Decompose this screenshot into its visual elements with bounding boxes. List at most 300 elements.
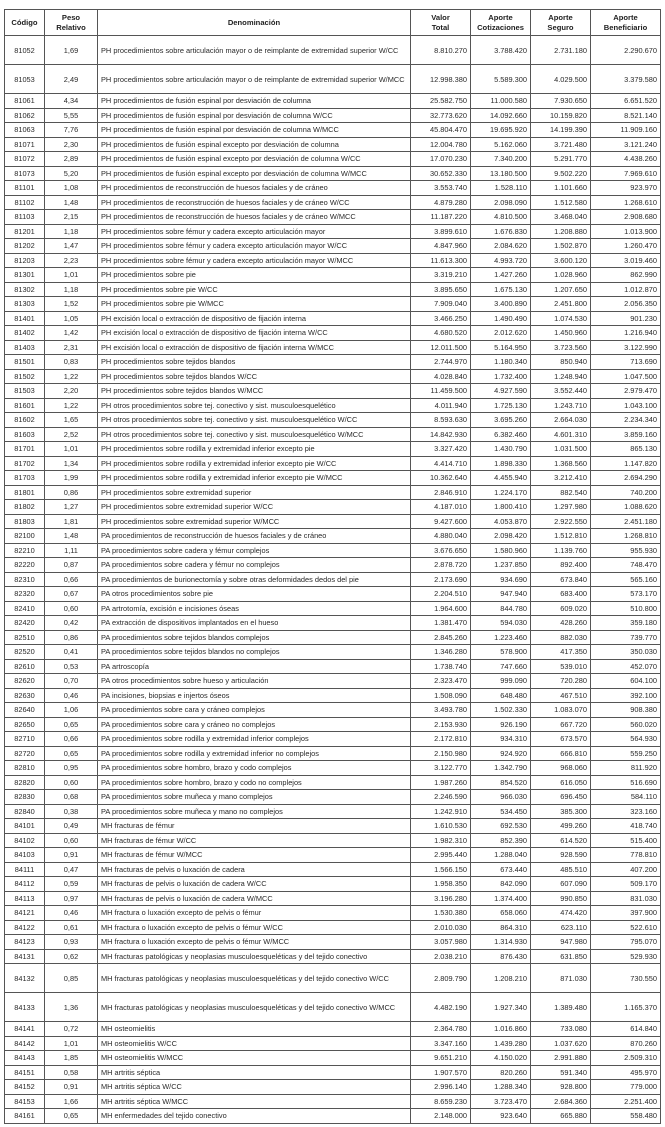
cell-aporte-beneficiario: 1.268.610 bbox=[591, 195, 661, 210]
cell-denominacion: MH fractura o luxación excepto de pelvis o fémur bbox=[98, 906, 411, 921]
table-row bbox=[5, 659, 661, 674]
cell-aporte-seguro: 1.368.560 bbox=[531, 456, 591, 471]
cell-valor-total: 3.196.280 bbox=[411, 891, 471, 906]
cell-valor-total: 1.738.740 bbox=[411, 659, 471, 674]
table-row bbox=[5, 877, 661, 892]
cell-aporte-cotizaciones: 1.725.130 bbox=[471, 398, 531, 413]
cell-codigo: 82650 bbox=[5, 717, 45, 732]
cell-peso-relativo: 1,69 bbox=[45, 36, 98, 65]
cell-codigo: 82310 bbox=[5, 572, 45, 587]
cell-denominacion: PA artrotomía, excisión e incisiones óseas bbox=[98, 601, 411, 616]
cell-aporte-cotizaciones: 1.439.280 bbox=[471, 1036, 531, 1051]
cell-aporte-cotizaciones: 4.455.940 bbox=[471, 471, 531, 486]
cell-denominacion: PA extracción de dispositivos implantados en el hueso bbox=[98, 616, 411, 631]
cell-aporte-beneficiario: 510.800 bbox=[591, 601, 661, 616]
table-row bbox=[5, 935, 661, 950]
cell-aporte-seguro: 1.297.980 bbox=[531, 500, 591, 515]
cell-denominacion: PA procedimientos sobre cadera y fémur complejos bbox=[98, 543, 411, 558]
cell-denominacion: PH procedimientos sobre pie W/CC bbox=[98, 282, 411, 297]
cell-aporte-seguro: 607.090 bbox=[531, 877, 591, 892]
cell-valor-total: 25.582.750 bbox=[411, 94, 471, 109]
cell-aporte-cotizaciones: 1.223.460 bbox=[471, 630, 531, 645]
cell-aporte-cotizaciones: 578.900 bbox=[471, 645, 531, 660]
cell-aporte-cotizaciones: 3.723.470 bbox=[471, 1094, 531, 1109]
cell-valor-total: 12.011.500 bbox=[411, 340, 471, 355]
cell-codigo: 81803 bbox=[5, 514, 45, 529]
cell-valor-total: 14.842.930 bbox=[411, 427, 471, 442]
cell-aporte-beneficiario: 713.690 bbox=[591, 355, 661, 370]
cell-codigo: 81073 bbox=[5, 166, 45, 181]
table-row bbox=[5, 790, 661, 805]
cell-aporte-seguro: 499.260 bbox=[531, 819, 591, 834]
cell-valor-total: 3.553.740 bbox=[411, 181, 471, 196]
cell-valor-total: 3.466.250 bbox=[411, 311, 471, 326]
cell-peso-relativo: 0,66 bbox=[45, 572, 98, 587]
cell-valor-total: 2.172.810 bbox=[411, 732, 471, 747]
table-row bbox=[5, 688, 661, 703]
cell-aporte-beneficiario: 495.970 bbox=[591, 1065, 661, 1080]
cell-aporte-seguro: 3.600.120 bbox=[531, 253, 591, 268]
cell-codigo: 81401 bbox=[5, 311, 45, 326]
cell-aporte-cotizaciones: 1.490.490 bbox=[471, 311, 531, 326]
cell-codigo: 82610 bbox=[5, 659, 45, 674]
cell-aporte-cotizaciones: 1.675.130 bbox=[471, 282, 531, 297]
table-row bbox=[5, 181, 661, 196]
cell-codigo: 84142 bbox=[5, 1036, 45, 1051]
cell-denominacion: PA otros procedimientos sobre pie bbox=[98, 587, 411, 602]
cell-codigo: 84143 bbox=[5, 1051, 45, 1066]
cell-denominacion: PH procedimientos sobre rodilla y extremidad inferior excepto pie W/CC bbox=[98, 456, 411, 471]
cell-denominacion: MH fracturas patológicas y neoplasias musculoesqueléticas y del tejido conectivo bbox=[98, 949, 411, 964]
table-row bbox=[5, 195, 661, 210]
table-row bbox=[5, 587, 661, 602]
cell-valor-total: 12.998.380 bbox=[411, 65, 471, 94]
cell-aporte-beneficiario: 3.121.240 bbox=[591, 137, 661, 152]
table-row bbox=[5, 282, 661, 297]
cell-denominacion: PH procedimientos sobre fémur y cadera excepto articulación mayor W/CC bbox=[98, 239, 411, 254]
cell-aporte-seguro: 1.083.070 bbox=[531, 703, 591, 718]
table-row bbox=[5, 630, 661, 645]
cell-codigo: 84113 bbox=[5, 891, 45, 906]
cell-peso-relativo: 0,61 bbox=[45, 920, 98, 935]
table-row bbox=[5, 848, 661, 863]
cell-aporte-beneficiario: 2.451.180 bbox=[591, 514, 661, 529]
cell-aporte-seguro: 683.400 bbox=[531, 587, 591, 602]
table-row bbox=[5, 384, 661, 399]
cell-peso-relativo: 5,55 bbox=[45, 108, 98, 123]
cell-valor-total: 2.153.930 bbox=[411, 717, 471, 732]
cell-aporte-seguro: 673.570 bbox=[531, 732, 591, 747]
table-row bbox=[5, 297, 661, 312]
table-row bbox=[5, 442, 661, 457]
cell-valor-total: 1.242.910 bbox=[411, 804, 471, 819]
cell-denominacion: PH procedimientos de reconstrucción de huesos faciales y de cráneo bbox=[98, 181, 411, 196]
cell-aporte-beneficiario: 2.979.470 bbox=[591, 384, 661, 399]
cell-aporte-cotizaciones: 2.098.090 bbox=[471, 195, 531, 210]
table-row bbox=[5, 732, 661, 747]
cell-valor-total: 4.187.010 bbox=[411, 500, 471, 515]
cell-aporte-beneficiario: 7.969.610 bbox=[591, 166, 661, 181]
cell-aporte-cotizaciones: 1.580.960 bbox=[471, 543, 531, 558]
cell-aporte-beneficiario: 1.260.470 bbox=[591, 239, 661, 254]
cell-aporte-seguro: 1.028.960 bbox=[531, 268, 591, 283]
cell-aporte-beneficiario: 1.216.940 bbox=[591, 326, 661, 341]
cell-peso-relativo: 0,87 bbox=[45, 558, 98, 573]
cell-aporte-beneficiario: 4.438.260 bbox=[591, 152, 661, 167]
cell-peso-relativo: 0,65 bbox=[45, 717, 98, 732]
cell-denominacion: MH fracturas de fémur W/MCC bbox=[98, 848, 411, 863]
cell-aporte-beneficiario: 1.043.100 bbox=[591, 398, 661, 413]
cell-peso-relativo: 0,68 bbox=[45, 790, 98, 805]
cell-aporte-cotizaciones: 3.788.420 bbox=[471, 36, 531, 65]
cell-valor-total: 3.327.420 bbox=[411, 442, 471, 457]
cell-peso-relativo: 1,22 bbox=[45, 398, 98, 413]
cell-peso-relativo: 2,31 bbox=[45, 340, 98, 355]
table-row bbox=[5, 500, 661, 515]
cell-peso-relativo: 1,06 bbox=[45, 703, 98, 718]
cell-aporte-beneficiario: 908.380 bbox=[591, 703, 661, 718]
header-aporte-seguro: Aporte Seguro bbox=[531, 10, 591, 36]
cell-aporte-seguro: 666.810 bbox=[531, 746, 591, 761]
cell-aporte-cotizaciones: 747.660 bbox=[471, 659, 531, 674]
cell-peso-relativo: 0,85 bbox=[45, 964, 98, 993]
table-row bbox=[5, 1036, 661, 1051]
cell-peso-relativo: 0,65 bbox=[45, 1109, 98, 1124]
cell-aporte-cotizaciones: 966.030 bbox=[471, 790, 531, 805]
cell-denominacion: PA procedimientos sobre muñeca y mano complejos bbox=[98, 790, 411, 805]
cell-aporte-cotizaciones: 1.430.790 bbox=[471, 442, 531, 457]
cell-denominacion: PA procedimientos sobre hombro, brazo y codo complejos bbox=[98, 761, 411, 776]
cell-aporte-seguro: 667.720 bbox=[531, 717, 591, 732]
cell-codigo: 81103 bbox=[5, 210, 45, 225]
cell-aporte-beneficiario: 3.379.580 bbox=[591, 65, 661, 94]
cell-valor-total: 8.593.630 bbox=[411, 413, 471, 428]
cell-peso-relativo: 1,66 bbox=[45, 1094, 98, 1109]
cell-codigo: 81071 bbox=[5, 137, 45, 152]
cell-aporte-cotizaciones: 1.502.330 bbox=[471, 703, 531, 718]
cell-aporte-seguro: 2.684.360 bbox=[531, 1094, 591, 1109]
table-row bbox=[5, 485, 661, 500]
cell-aporte-beneficiario: 2.056.350 bbox=[591, 297, 661, 312]
table-row bbox=[5, 558, 661, 573]
cell-codigo: 81072 bbox=[5, 152, 45, 167]
cell-peso-relativo: 1,81 bbox=[45, 514, 98, 529]
cell-aporte-seguro: 1.243.710 bbox=[531, 398, 591, 413]
cell-denominacion: MH fracturas de pelvis o luxación de cadera bbox=[98, 862, 411, 877]
cell-aporte-seguro: 3.552.440 bbox=[531, 384, 591, 399]
cell-aporte-seguro: 10.159.820 bbox=[531, 108, 591, 123]
cell-peso-relativo: 1,65 bbox=[45, 413, 98, 428]
cell-aporte-cotizaciones: 864.310 bbox=[471, 920, 531, 935]
cell-aporte-cotizaciones: 4.993.720 bbox=[471, 253, 531, 268]
cell-aporte-seguro: 968.060 bbox=[531, 761, 591, 776]
table-row bbox=[5, 964, 661, 993]
cell-valor-total: 2.038.210 bbox=[411, 949, 471, 964]
cell-codigo: 81801 bbox=[5, 485, 45, 500]
cell-aporte-seguro: 1.207.650 bbox=[531, 282, 591, 297]
cell-denominacion: PA otros procedimientos sobre hueso y articulación bbox=[98, 674, 411, 689]
cell-denominacion: PA procedimientos sobre rodilla y extremidad inferior complejos bbox=[98, 732, 411, 747]
cell-valor-total: 4.879.280 bbox=[411, 195, 471, 210]
cell-codigo: 81053 bbox=[5, 65, 45, 94]
cell-peso-relativo: 0,72 bbox=[45, 1022, 98, 1037]
header-peso-relativo: Peso Relativo bbox=[45, 10, 98, 36]
cell-aporte-cotizaciones: 1.732.400 bbox=[471, 369, 531, 384]
table-row bbox=[5, 920, 661, 935]
cell-aporte-beneficiario: 2.290.670 bbox=[591, 36, 661, 65]
table-row bbox=[5, 369, 661, 384]
cell-denominacion: PH otros procedimientos sobre tej. conectivo y sist. musculoesquelético bbox=[98, 398, 411, 413]
cell-denominacion: PH procedimientos de fusión espinal por desviación de columna bbox=[98, 94, 411, 109]
cell-aporte-beneficiario: 584.110 bbox=[591, 790, 661, 805]
cell-peso-relativo: 1,18 bbox=[45, 282, 98, 297]
cell-aporte-beneficiario: 955.930 bbox=[591, 543, 661, 558]
cell-denominacion: PH procedimientos sobre tejidos blandos W/MCC bbox=[98, 384, 411, 399]
cell-aporte-beneficiario: 614.840 bbox=[591, 1022, 661, 1037]
cell-codigo: 81501 bbox=[5, 355, 45, 370]
cell-peso-relativo: 1,27 bbox=[45, 500, 98, 515]
cell-denominacion: MH fracturas de fémur W/CC bbox=[98, 833, 411, 848]
cell-valor-total: 3.347.160 bbox=[411, 1036, 471, 1051]
cell-aporte-cotizaciones: 4.053.870 bbox=[471, 514, 531, 529]
table-row bbox=[5, 717, 661, 732]
cell-valor-total: 8.659.230 bbox=[411, 1094, 471, 1109]
cell-denominacion: MH fracturas patológicas y neoplasias musculoesqueléticas y del tejido conectivo W/CC bbox=[98, 964, 411, 993]
cell-codigo: 81503 bbox=[5, 384, 45, 399]
cell-codigo: 81403 bbox=[5, 340, 45, 355]
table-row bbox=[5, 601, 661, 616]
cell-denominacion: PA procedimientos sobre muñeca y mano no complejos bbox=[98, 804, 411, 819]
cell-peso-relativo: 0,41 bbox=[45, 645, 98, 660]
cell-aporte-seguro: 3.721.480 bbox=[531, 137, 591, 152]
cell-aporte-seguro: 665.880 bbox=[531, 1109, 591, 1124]
cell-aporte-cotizaciones: 692.530 bbox=[471, 819, 531, 834]
cell-denominacion: PH procedimientos sobre extremidad superior W/MCC bbox=[98, 514, 411, 529]
cell-codigo: 82320 bbox=[5, 587, 45, 602]
cell-codigo: 81201 bbox=[5, 224, 45, 239]
cell-valor-total: 2.010.030 bbox=[411, 920, 471, 935]
cell-codigo: 84102 bbox=[5, 833, 45, 848]
cell-aporte-seguro: 1.074.530 bbox=[531, 311, 591, 326]
cell-peso-relativo: 1,01 bbox=[45, 442, 98, 457]
cell-peso-relativo: 1,05 bbox=[45, 311, 98, 326]
table-row bbox=[5, 1080, 661, 1095]
cell-codigo: 82840 bbox=[5, 804, 45, 819]
cell-aporte-cotizaciones: 844.780 bbox=[471, 601, 531, 616]
cell-codigo: 84131 bbox=[5, 949, 45, 964]
cell-codigo: 81102 bbox=[5, 195, 45, 210]
cell-aporte-cotizaciones: 534.450 bbox=[471, 804, 531, 819]
cell-codigo: 82520 bbox=[5, 645, 45, 660]
cell-denominacion: PH procedimientos sobre articulación mayor o de reimplante de extremidad superior W/MCC bbox=[98, 65, 411, 94]
table-row bbox=[5, 36, 661, 65]
table-row bbox=[5, 268, 661, 283]
cell-peso-relativo: 0,65 bbox=[45, 746, 98, 761]
cell-aporte-cotizaciones: 5.589.300 bbox=[471, 65, 531, 94]
table-row bbox=[5, 398, 661, 413]
table-row bbox=[5, 1051, 661, 1066]
table-row bbox=[5, 529, 661, 544]
table-row bbox=[5, 326, 661, 341]
cell-aporte-cotizaciones: 1.800.410 bbox=[471, 500, 531, 515]
cell-peso-relativo: 1,42 bbox=[45, 326, 98, 341]
cell-aporte-cotizaciones: 999.090 bbox=[471, 674, 531, 689]
cell-codigo: 81301 bbox=[5, 268, 45, 283]
cell-peso-relativo: 2,15 bbox=[45, 210, 98, 225]
table-row bbox=[5, 674, 661, 689]
cell-aporte-seguro: 609.020 bbox=[531, 601, 591, 616]
table-row bbox=[5, 906, 661, 921]
cell-aporte-beneficiario: 418.740 bbox=[591, 819, 661, 834]
table-row bbox=[5, 253, 661, 268]
cell-aporte-seguro: 2.731.180 bbox=[531, 36, 591, 65]
table-row bbox=[5, 746, 661, 761]
cell-denominacion: PA procedimientos de burionectomía y sobre otras deformidades dedos del pie bbox=[98, 572, 411, 587]
cell-aporte-seguro: 928.800 bbox=[531, 1080, 591, 1095]
table-row bbox=[5, 340, 661, 355]
table-row bbox=[5, 819, 661, 834]
cell-denominacion: MH artritis séptica W/MCC bbox=[98, 1094, 411, 1109]
cell-aporte-seguro: 947.980 bbox=[531, 935, 591, 950]
cell-aporte-seguro: 1.208.880 bbox=[531, 224, 591, 239]
cell-aporte-beneficiario: 604.100 bbox=[591, 674, 661, 689]
cell-aporte-cotizaciones: 4.810.500 bbox=[471, 210, 531, 225]
cell-codigo: 81202 bbox=[5, 239, 45, 254]
cell-codigo: 82720 bbox=[5, 746, 45, 761]
cell-codigo: 82820 bbox=[5, 775, 45, 790]
table-row bbox=[5, 645, 661, 660]
cell-codigo: 84152 bbox=[5, 1080, 45, 1095]
cell-aporte-beneficiario: 779.000 bbox=[591, 1080, 661, 1095]
table-row bbox=[5, 1094, 661, 1109]
table-row bbox=[5, 1065, 661, 1080]
cell-aporte-beneficiario: 6.651.520 bbox=[591, 94, 661, 109]
header-aporte-cotizaciones: Aporte Cotizaciones bbox=[471, 10, 531, 36]
cell-aporte-beneficiario: 529.930 bbox=[591, 949, 661, 964]
header-valor-total: Valor Total bbox=[411, 10, 471, 36]
cell-aporte-cotizaciones: 852.390 bbox=[471, 833, 531, 848]
cell-valor-total: 7.909.040 bbox=[411, 297, 471, 312]
cell-aporte-cotizaciones: 1.676.830 bbox=[471, 224, 531, 239]
cell-denominacion: PH procedimientos sobre pie W/MCC bbox=[98, 297, 411, 312]
cell-aporte-cotizaciones: 1.237.850 bbox=[471, 558, 531, 573]
cell-aporte-cotizaciones: 3.695.260 bbox=[471, 413, 531, 428]
cell-aporte-seguro: 7.930.650 bbox=[531, 94, 591, 109]
cell-codigo: 81302 bbox=[5, 282, 45, 297]
cell-aporte-seguro: 1.502.870 bbox=[531, 239, 591, 254]
cell-peso-relativo: 1,22 bbox=[45, 369, 98, 384]
cell-valor-total: 2.173.690 bbox=[411, 572, 471, 587]
drg-tariff-table bbox=[4, 9, 661, 1124]
cell-aporte-seguro: 485.510 bbox=[531, 862, 591, 877]
cell-valor-total: 2.845.260 bbox=[411, 630, 471, 645]
cell-aporte-beneficiario: 565.160 bbox=[591, 572, 661, 587]
cell-aporte-beneficiario: 1.147.820 bbox=[591, 456, 661, 471]
cell-peso-relativo: 1,47 bbox=[45, 239, 98, 254]
cell-aporte-seguro: 2.922.550 bbox=[531, 514, 591, 529]
cell-denominacion: PH procedimientos sobre fémur y cadera excepto articulación mayor W/MCC bbox=[98, 253, 411, 268]
cell-denominacion: PH otros procedimientos sobre tej. conectivo y sist. musculoesquelético W/CC bbox=[98, 413, 411, 428]
cell-valor-total: 4.414.710 bbox=[411, 456, 471, 471]
cell-aporte-beneficiario: 748.470 bbox=[591, 558, 661, 573]
cell-aporte-cotizaciones: 923.640 bbox=[471, 1109, 531, 1124]
cell-codigo: 84161 bbox=[5, 1109, 45, 1124]
cell-denominacion: PH procedimientos sobre pie bbox=[98, 268, 411, 283]
cell-valor-total: 11.459.500 bbox=[411, 384, 471, 399]
cell-valor-total: 1.958.350 bbox=[411, 877, 471, 892]
cell-aporte-seguro: 1.389.480 bbox=[531, 993, 591, 1022]
cell-peso-relativo: 0,93 bbox=[45, 935, 98, 950]
cell-valor-total: 3.057.980 bbox=[411, 935, 471, 950]
cell-aporte-seguro: 1.031.500 bbox=[531, 442, 591, 457]
cell-aporte-beneficiario: 392.100 bbox=[591, 688, 661, 703]
table-row bbox=[5, 137, 661, 152]
cell-valor-total: 2.744.970 bbox=[411, 355, 471, 370]
cell-valor-total: 4.028.840 bbox=[411, 369, 471, 384]
cell-denominacion: MH fracturas de fémur bbox=[98, 819, 411, 834]
cell-valor-total: 11.613.300 bbox=[411, 253, 471, 268]
cell-valor-total: 4.482.190 bbox=[411, 993, 471, 1022]
cell-peso-relativo: 0,42 bbox=[45, 616, 98, 631]
cell-codigo: 84121 bbox=[5, 906, 45, 921]
cell-denominacion: PA procedimientos sobre tejidos blandos complejos bbox=[98, 630, 411, 645]
cell-aporte-seguro: 623.110 bbox=[531, 920, 591, 935]
cell-valor-total: 4.847.960 bbox=[411, 239, 471, 254]
cell-codigo: 84112 bbox=[5, 877, 45, 892]
table-row bbox=[5, 891, 661, 906]
cell-codigo: 82630 bbox=[5, 688, 45, 703]
cell-denominacion: MH fractura o luxación excepto de pelvis o fémur W/CC bbox=[98, 920, 411, 935]
cell-codigo: 82420 bbox=[5, 616, 45, 631]
cell-codigo: 84151 bbox=[5, 1065, 45, 1080]
cell-aporte-cotizaciones: 5.164.950 bbox=[471, 340, 531, 355]
cell-valor-total: 30.652.330 bbox=[411, 166, 471, 181]
cell-aporte-beneficiario: 350.030 bbox=[591, 645, 661, 660]
table-row bbox=[5, 804, 661, 819]
table-row bbox=[5, 993, 661, 1022]
cell-valor-total: 1.987.260 bbox=[411, 775, 471, 790]
cell-aporte-cotizaciones: 19.695.920 bbox=[471, 123, 531, 138]
cell-aporte-cotizaciones: 2.098.420 bbox=[471, 529, 531, 544]
cell-aporte-beneficiario: 3.859.160 bbox=[591, 427, 661, 442]
cell-codigo: 81702 bbox=[5, 456, 45, 471]
cell-aporte-seguro: 850.940 bbox=[531, 355, 591, 370]
cell-aporte-seguro: 720.280 bbox=[531, 674, 591, 689]
cell-peso-relativo: 2,89 bbox=[45, 152, 98, 167]
cell-aporte-cotizaciones: 2.084.620 bbox=[471, 239, 531, 254]
cell-aporte-cotizaciones: 1.208.210 bbox=[471, 964, 531, 993]
cell-denominacion: PH procedimientos sobre tejidos blandos W/CC bbox=[98, 369, 411, 384]
cell-aporte-cotizaciones: 7.340.200 bbox=[471, 152, 531, 167]
table-row bbox=[5, 311, 661, 326]
cell-aporte-cotizaciones: 1.288.040 bbox=[471, 848, 531, 863]
cell-aporte-seguro: 2.664.030 bbox=[531, 413, 591, 428]
table-row bbox=[5, 456, 661, 471]
cell-aporte-beneficiario: 1.268.810 bbox=[591, 529, 661, 544]
cell-valor-total: 4.011.940 bbox=[411, 398, 471, 413]
cell-denominacion: PH procedimientos sobre rodilla y extremidad inferior excepto pie bbox=[98, 442, 411, 457]
cell-aporte-cotizaciones: 13.180.500 bbox=[471, 166, 531, 181]
cell-aporte-beneficiario: 901.230 bbox=[591, 311, 661, 326]
cell-aporte-seguro: 1.512.810 bbox=[531, 529, 591, 544]
cell-valor-total: 1.610.530 bbox=[411, 819, 471, 834]
cell-aporte-beneficiario: 452.070 bbox=[591, 659, 661, 674]
table-row bbox=[5, 775, 661, 790]
table-row bbox=[5, 224, 661, 239]
cell-peso-relativo: 2,49 bbox=[45, 65, 98, 94]
cell-aporte-beneficiario: 740.200 bbox=[591, 485, 661, 500]
table-header bbox=[5, 10, 661, 36]
